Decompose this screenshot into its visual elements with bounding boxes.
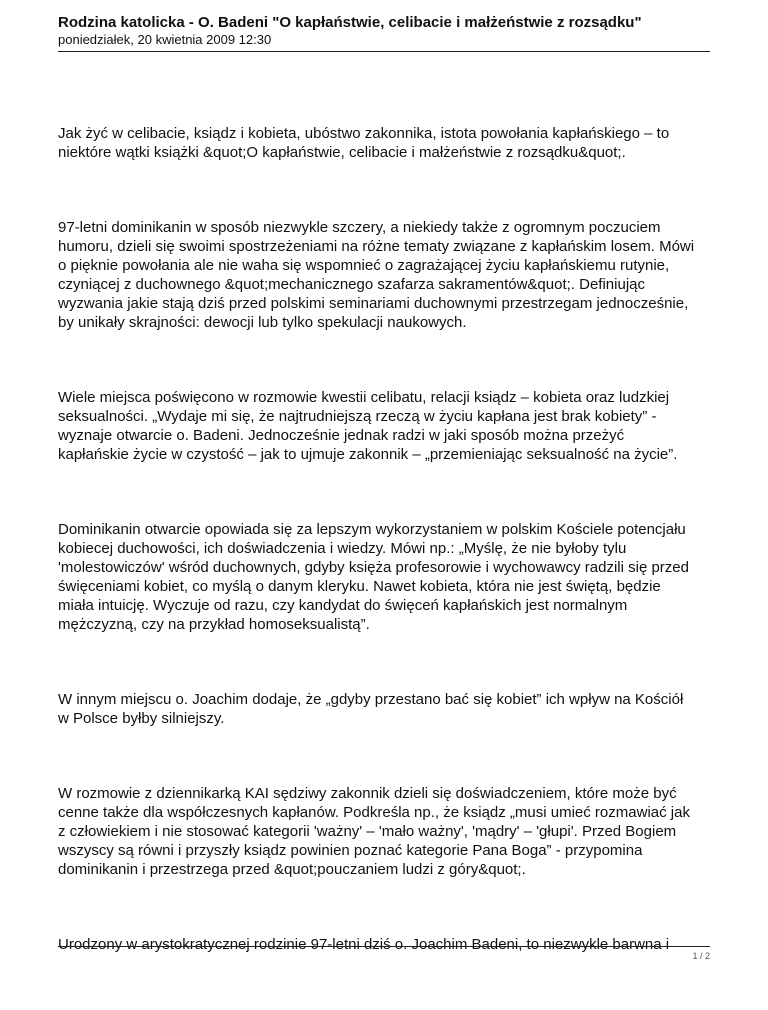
paragraph: 97-letni dominikanin w sposób niezwykle szczery, a niekiedy także z ogromnym poczuciem humoru, dzieli się swoimi spostrzeżeniami na różne tematy związane z kapłańskim losem. Mówi o pięknie powołania ale nie waha się wspomnieć o zagrażającej życiu kapłańskiemu rutynie, czyniącej z duchownego &quot;mechanicznego szafarza sakramentów&quot;. Definiując wyzwania jakie stają dziś przed polskimi seminariami duchownymi przestrzegam jednocześnie, by unikały skrajności: dewocji lub tylko spekulacji naukowych. [58, 219, 695, 331]
paragraph: W rozmowie z dziennikarką KAI sędziwy zakonnik dzieli się doświadczeniem, które może być cenne także dla współczesnych kapłanów. Podkreśla np., że ksiądz „musi umieć rozmawiać jak z człowiekiem i nie stosować kategorii 'ważny' – 'mało ważny', 'mądry' – 'głupi'. Przed Bogiem wszyscy są równi i przyszły ksiądz powinien poznać kategorie Pana Boga” - przypomina dominikanin i przestrzega przed &quot;pouczaniem ludzi z góry&quot;. [58, 785, 690, 878]
header-divider [58, 51, 710, 52]
paragraph: Jak żyć w celibacie, ksiądz i kobieta, ubóstwo zakonnika, istota powołania kapłańskiego – to niektóre wątki książki &quot;O kapłaństwie, celibacie i małżeństwie z rozsądku&quot;. [58, 125, 670, 161]
article-body [58, 124, 718, 1010]
paragraph: Urodzony w arystokratycznej rodzinie 97-letni dziś o. Joachim Badeni, to niezwykle barwna i [58, 936, 670, 953]
document-date: poniedziałek, 20 kwietnia 2009 12:30 [58, 32, 272, 47]
footer-divider [58, 946, 710, 947]
page-number: 1 / 2 [692, 951, 710, 961]
paragraph: Dominikanin otwarcie opowiada się za lepszym wykorzystaniem w polskim Kościele potencjału kobiecej duchowości, ich doświadczenia i wiedzy. Mówi np.: „Myślę, że nie byłoby tylu 'molestowiczów' wśród duchownych, gdyby księża profesorowie i wychowawcy radzili się przed święceniami kobiet, co myślą o danym kleryku. Nawet kobieta, która nie jest świętą, będzie miała intuicję. Wyczuje od razu, czy kandydat do święceń kapłańskich jest normalnym mężczyzną, czy na przykład homoseksualistą”. [58, 521, 689, 633]
paragraph: Wiele miejsca poświęcono w rozmowie kwestii celibatu, relacji ksiądz – kobieta oraz ludzkiej seksualności. „Wydaje mi się, że najtrudniejszą rzeczą w życiu kapłana jest brak kobiety” - wyznaje otwarcie o. Badeni. Jednocześnie jednak radzi w jaki sposób można przeżyć kapłańskie życie w czystość – jak to ujmuje zakonnik – „przemieniając seksualność na życie”. [58, 389, 678, 463]
document-header [58, 14, 718, 48]
document-title: Rodzina katolicka - O. Badeni "O kapłaństwie, celibacie i małżeństwie z rozsądku" [58, 14, 642, 31]
paragraph: W innym miejscu o. Joachim dodaje, że „gdyby przestano bać się kobiet” ich wpływ na Kościół w Polsce byłby silniejszy. [58, 691, 684, 727]
